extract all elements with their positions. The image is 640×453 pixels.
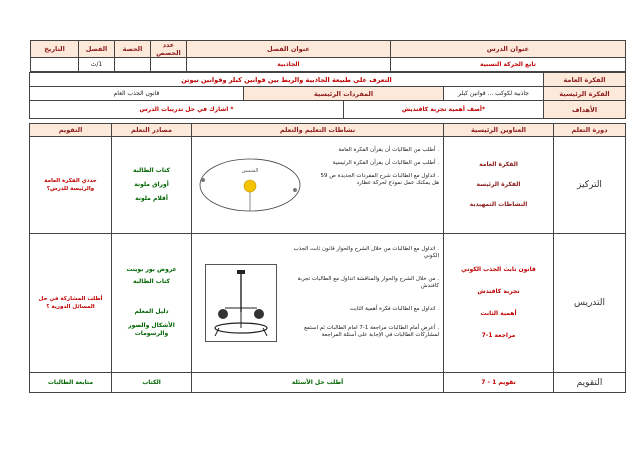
col-stage: دورة التعلم xyxy=(554,124,626,137)
heading-item: مراجعة 1-7 xyxy=(481,332,516,339)
table-row-teaching xyxy=(30,234,626,373)
key-idea: جاذبية لكوكب ... قوانين كبلر xyxy=(444,87,544,101)
heading-item: النشاطات التمهيدية xyxy=(469,201,528,208)
activity-item: . اتداول مع الطالبات شرح المفردات الجديدة ص 59 هل يمكنك عمل نموذج لحركة عطارد xyxy=(320,173,439,186)
col-headings: العناوين الرئيسية xyxy=(444,124,554,137)
stage-evaluation: التقويم xyxy=(554,373,626,393)
resource-item: الأشكال والصور والرسومات xyxy=(128,322,175,337)
sun-label: الشمس xyxy=(242,168,259,174)
col-activities: نشاطات التعليم والتعلم xyxy=(192,124,444,137)
resources-teaching xyxy=(112,234,192,373)
objective-2: * اشارك في حل تدريبات الدرس xyxy=(30,101,344,119)
main-idea: التعرف على طبيعة الجاذبية والربط بين قوانين كبلر وقوانين نيوتن xyxy=(30,73,544,87)
semester-label: الفصل xyxy=(79,41,115,58)
chapter-title-label: عنوان الفصل xyxy=(186,41,390,58)
resource-item: كتاب الطالبة xyxy=(132,167,171,174)
resource-item: أقلام ملونة xyxy=(135,195,168,202)
assessment-focus: حددي الفكرة العامة والرئيسة للدرس؟ xyxy=(30,137,112,234)
date-label: التاريخ xyxy=(31,41,79,58)
heading-item: أهمية الثابت xyxy=(480,310,517,317)
planet-icon xyxy=(293,188,297,192)
activities-focus xyxy=(192,137,444,234)
objective-1: *أصف أهمية تجربة كافنديش xyxy=(344,101,544,119)
orbit-diagram xyxy=(192,137,309,233)
col-resources: مصادر التعلم xyxy=(112,124,192,137)
activity-item: . اتداول مع الطالبات من خلال الشرح والحوار قانون ثابت الجذب الكوني xyxy=(293,246,439,259)
resources-focus xyxy=(112,137,192,234)
activity-item: . أطلب من الطالبات أن يقرأن الفكرة الرئيسية xyxy=(332,160,439,166)
heading-item: الفكرة الرئيسة xyxy=(476,181,521,188)
chapter-title: الجاذبية xyxy=(186,58,390,72)
activity-item: . اتداول مع الطالبات فكرة أهمية الثابت xyxy=(349,306,439,312)
lesson-title-label: عنوان الدرس xyxy=(390,41,625,58)
main-idea-label: الفكرة العامة xyxy=(544,73,626,87)
assessment-evaluation: متابعة الطالبات xyxy=(30,373,112,393)
sun-icon xyxy=(244,180,256,192)
stage-teaching: التدريس xyxy=(554,234,626,373)
col-assessment: التقويم xyxy=(30,124,112,137)
heading-item: تجربة كافندش xyxy=(477,288,520,295)
activities-evaluation: أطلب حل الأسئلة xyxy=(192,373,444,393)
activities-teaching xyxy=(192,234,444,373)
table-row-evaluation xyxy=(30,373,626,393)
torsion-balance-icon xyxy=(209,268,273,338)
headings-focus xyxy=(444,137,554,234)
date-value xyxy=(31,58,79,72)
key-terms-label: المفردات الرئيسية xyxy=(244,87,444,101)
resource-item: عروض بور بوينت xyxy=(126,266,177,273)
table-row-focus xyxy=(30,137,626,234)
heading-item: الفكرة العامة xyxy=(479,161,518,168)
objectives-label: الأهداف xyxy=(544,101,626,119)
stage-focus: التركيز xyxy=(554,137,626,234)
headings-evaluation: تقويم 1 - 7 xyxy=(444,373,554,393)
cavendish-apparatus xyxy=(192,234,289,372)
key-idea-label: الفكرة الرئيسية xyxy=(544,87,626,101)
semester-value: 1/ث xyxy=(79,58,115,72)
lesson-title: تابع الحركة النسبية xyxy=(390,58,625,72)
periods-value xyxy=(150,58,186,72)
resources-evaluation: الكتاب xyxy=(112,373,192,393)
class-label: الحصة xyxy=(115,41,151,58)
ideas-table xyxy=(29,72,626,119)
resource-item: كتاب الطالبة xyxy=(132,278,171,285)
planet-icon xyxy=(201,178,205,182)
class-value xyxy=(115,58,151,72)
activity-item: . من خلال الشرح والحوار والمناقشة اتداول مع الطالبات تجربة كافندش xyxy=(297,276,439,289)
headings-teaching xyxy=(444,234,554,373)
periods-label: عدد الحصص xyxy=(150,41,186,58)
heading-item: قانون نابث الجذب الكوني xyxy=(461,266,536,273)
assessment-teaching: أطلب المشاركة في حل المسائل الدورية ؟ xyxy=(30,234,112,373)
activity-item: . أعرض أمام الطالبات مراجعة 1-7 امام الطالبات ثم استمع لمشاركات الطالبات في الإجابة على أسئلة المراجعة xyxy=(304,325,439,338)
lesson-plan xyxy=(30,40,626,393)
key-terms: قانون الجذب العام xyxy=(30,87,244,101)
resource-item: أوراق ملونة xyxy=(134,181,169,188)
header-table xyxy=(30,40,626,72)
activity-item: . أطلب من الطالبات أن يقرأن الفكرة العامة xyxy=(338,147,439,153)
main-table xyxy=(29,123,626,393)
resource-item: دليل المعلم xyxy=(134,308,169,315)
